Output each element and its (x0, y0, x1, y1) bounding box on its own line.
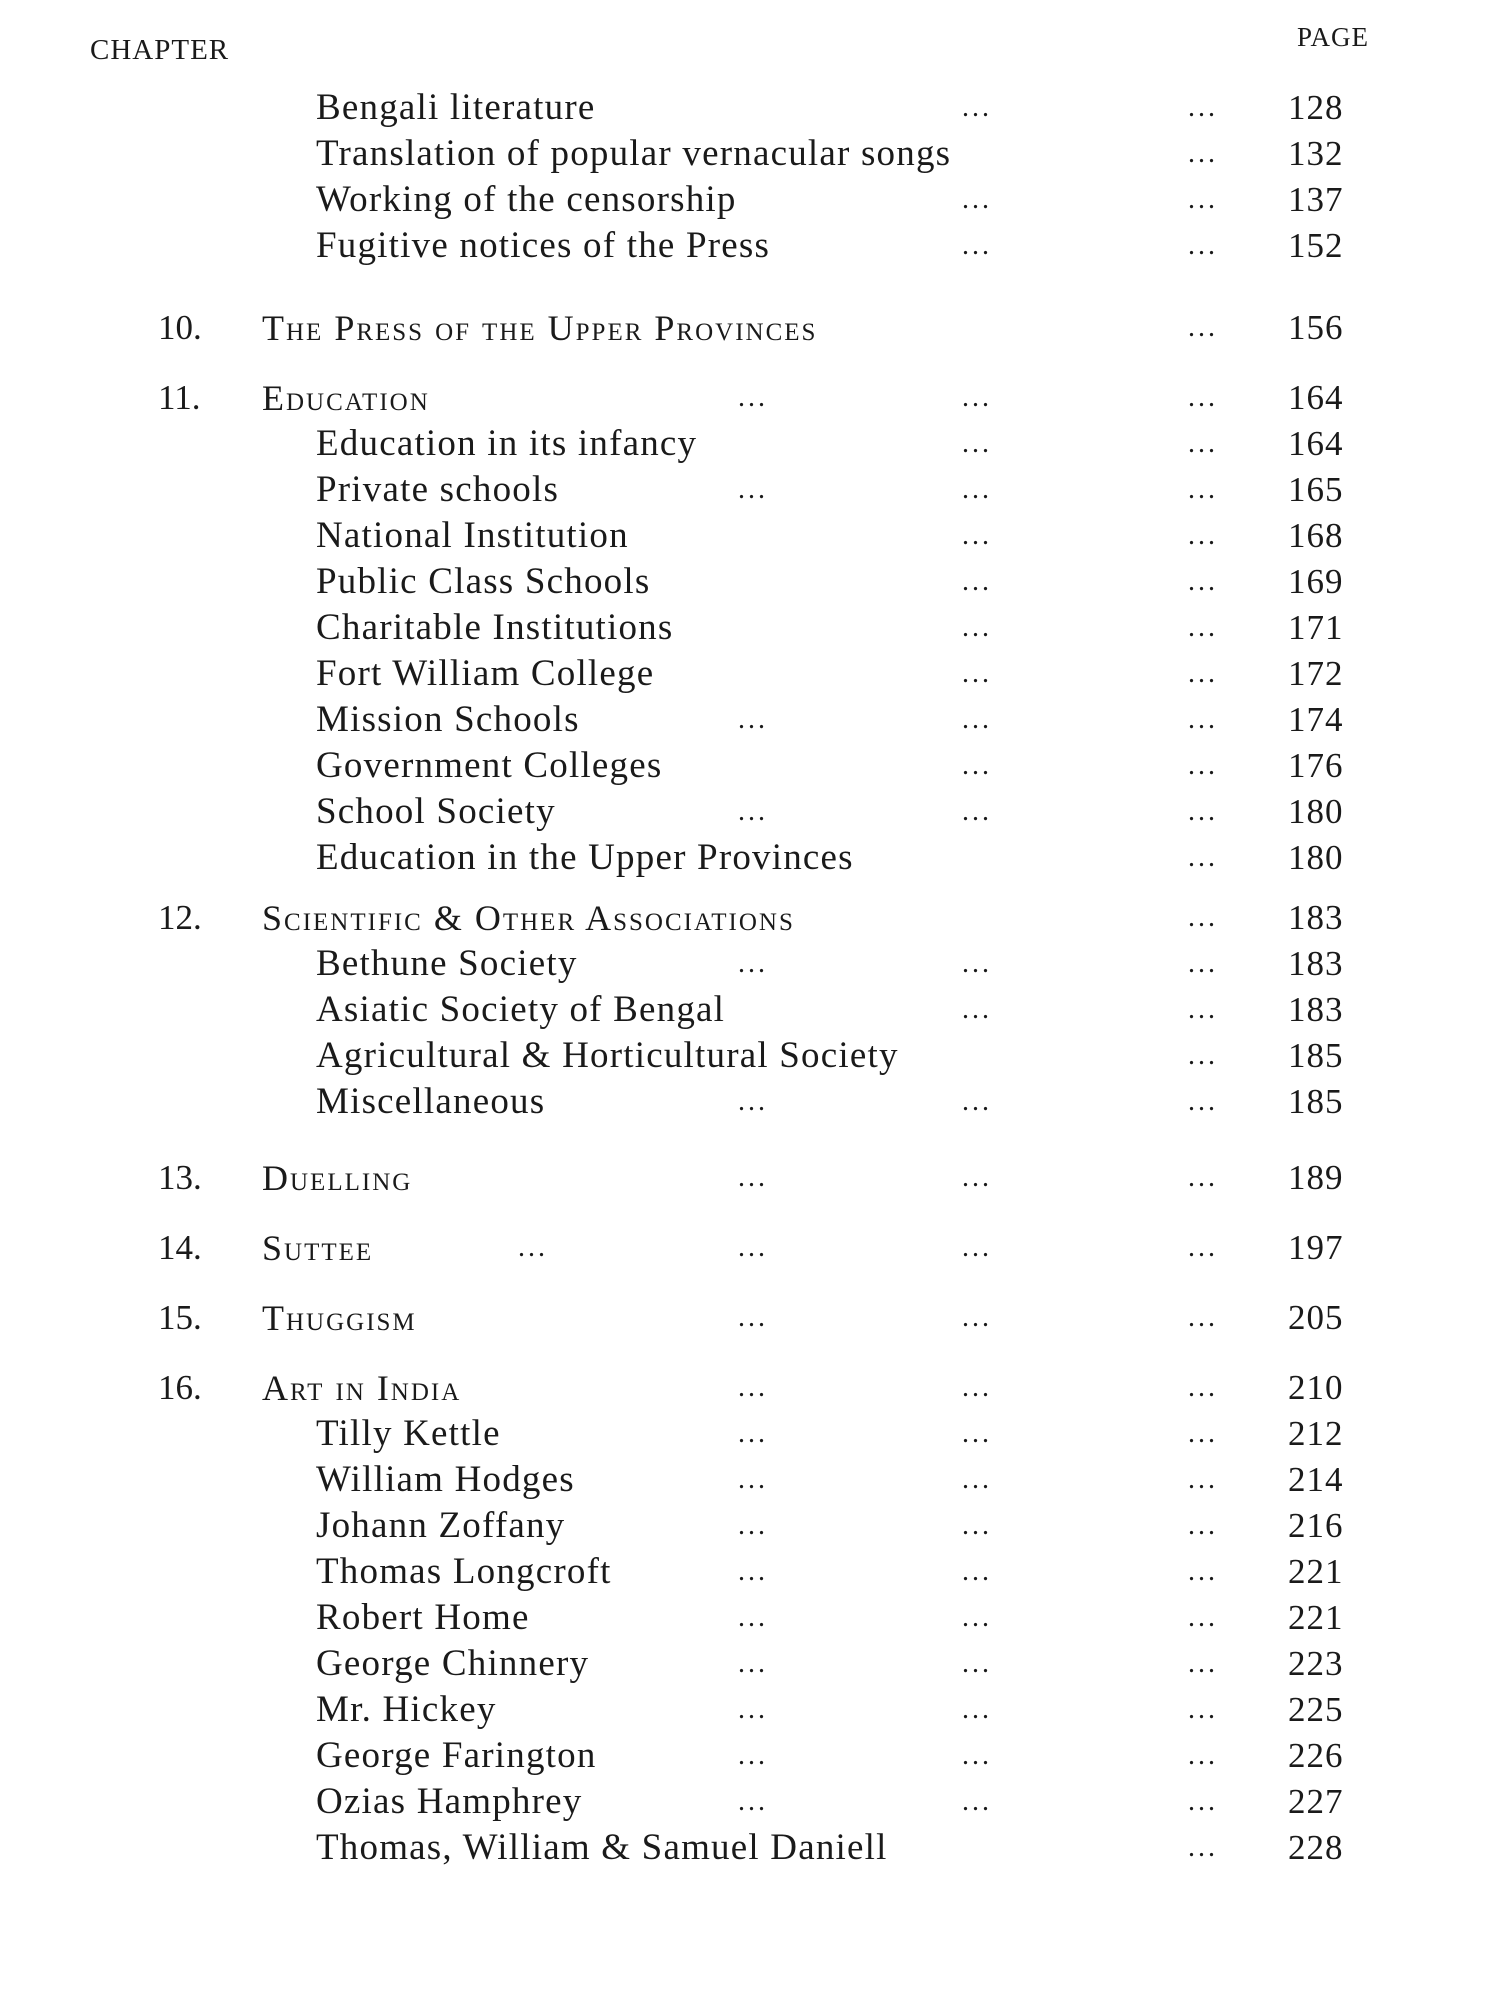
section-title: Agricultural & Horticultural Society (316, 1035, 899, 1076)
page-number: 227 (1288, 1782, 1344, 1821)
page-number: 225 (1288, 1690, 1344, 1729)
leader-dots: ... (738, 1372, 768, 1403)
toc-section-row (0, 130, 1500, 178)
page-number: 197 (1288, 1228, 1344, 1267)
toc-section-row (0, 742, 1500, 790)
chapter-title: The Press of the Upper Provinces (262, 308, 818, 348)
leader-dots: ... (962, 566, 992, 597)
section-title: Tilly Kettle (316, 1413, 501, 1454)
leader-dots: ... (962, 612, 992, 643)
leader-dots: ... (738, 1232, 768, 1263)
page-number: 214 (1288, 1460, 1344, 1499)
toc-section-row (0, 834, 1500, 882)
page-number: 152 (1288, 226, 1344, 265)
chapter-title: Art in India (262, 1368, 462, 1408)
page-number: 164 (1288, 424, 1344, 463)
toc-section-row (0, 1410, 1500, 1458)
page-number: 223 (1288, 1644, 1344, 1683)
chapter-title: Education (262, 378, 430, 418)
leader-dots: ... (1188, 796, 1218, 827)
toc-section-row (0, 788, 1500, 836)
leader-dots: ... (738, 1162, 768, 1193)
chapter-title: Suttee (262, 1228, 374, 1268)
leader-dots: ... (962, 1602, 992, 1633)
leader-dots: ... (1188, 382, 1218, 413)
leader-dots: ... (738, 796, 768, 827)
toc-section-row (0, 696, 1500, 744)
page-number: 228 (1288, 1828, 1344, 1867)
toc-section-row (0, 1732, 1500, 1780)
page-number: 183 (1288, 944, 1344, 983)
leader-dots: ... (1188, 1510, 1218, 1541)
leader-dots: ... (962, 92, 992, 123)
section-title: Johann Zoffany (316, 1505, 566, 1546)
chapter-title: Duelling (262, 1158, 413, 1198)
leader-dots: ... (962, 474, 992, 505)
toc-section-row (0, 1548, 1500, 1596)
section-title: Fugitive notices of the Press (316, 225, 771, 266)
toc-section-row (0, 1502, 1500, 1550)
chapter-title: Thuggism (262, 1298, 417, 1338)
leader-dots: ... (1188, 1162, 1218, 1193)
page-number: 205 (1288, 1298, 1344, 1337)
toc-chapter-row (0, 1294, 1500, 1342)
leader-dots: ... (1188, 750, 1218, 781)
leader-dots: ... (738, 1302, 768, 1333)
page-number: 156 (1288, 308, 1344, 347)
section-title: Fort William College (316, 653, 655, 694)
leader-dots: ... (962, 1232, 992, 1263)
leader-dots: ... (962, 658, 992, 689)
toc-section-row (0, 222, 1500, 270)
leader-dots: ... (738, 948, 768, 979)
section-title: William Hodges (316, 1459, 575, 1500)
leader-dots: ... (1188, 1602, 1218, 1633)
leader-dots: ... (1188, 1040, 1218, 1071)
leader-dots: ... (962, 796, 992, 827)
page-number: 185 (1288, 1082, 1344, 1121)
leader-dots: ... (1188, 1694, 1218, 1725)
page-number: 212 (1288, 1414, 1344, 1453)
page-number: 132 (1288, 134, 1344, 173)
leader-dots: ... (962, 1086, 992, 1117)
page-number: 174 (1288, 700, 1344, 739)
section-title: Bengali literature (316, 87, 596, 128)
page-number: 168 (1288, 516, 1344, 555)
section-title: Education in the Upper Provinces (316, 837, 854, 878)
page-number: 226 (1288, 1736, 1344, 1775)
toc-section-row (0, 1032, 1500, 1080)
leader-dots: ... (962, 230, 992, 261)
chapter-number: 11. (158, 378, 201, 417)
leader-dots: ... (1188, 566, 1218, 597)
toc-section-row (0, 1456, 1500, 1504)
page-number: 189 (1288, 1158, 1344, 1197)
page-number: 216 (1288, 1506, 1344, 1545)
toc-section-row (0, 1824, 1500, 1872)
leader-dots: ... (1188, 1556, 1218, 1587)
page-number: 169 (1288, 562, 1344, 601)
leader-dots: ... (962, 1786, 992, 1817)
toc-section-row (0, 650, 1500, 698)
toc-section-row (0, 176, 1500, 224)
toc-chapter-row (0, 1364, 1500, 1412)
page-number: 183 (1288, 898, 1344, 937)
leader-dots: ... (1188, 92, 1218, 123)
page-number: 171 (1288, 608, 1344, 647)
toc-section-row (0, 1686, 1500, 1734)
leader-dots: ... (738, 1418, 768, 1449)
toc-section-row (0, 84, 1500, 132)
leader-dots: ... (1188, 520, 1218, 551)
leader-dots: ... (1188, 994, 1218, 1025)
leader-dots: ... (962, 520, 992, 551)
leader-dots: ... (738, 1464, 768, 1495)
section-title: George Farington (316, 1735, 597, 1776)
section-title: Robert Home (316, 1597, 530, 1638)
section-title: National Institution (316, 515, 629, 556)
leader-dots: ... (962, 1694, 992, 1725)
leader-dots: ... (962, 184, 992, 215)
section-title: Charitable Institutions (316, 607, 674, 648)
toc-chapter-row (0, 1154, 1500, 1202)
page-number: 176 (1288, 746, 1344, 785)
section-title: Asiatic Society of Bengal (316, 989, 726, 1030)
page-number: 221 (1288, 1598, 1344, 1637)
leader-dots: ... (962, 948, 992, 979)
leader-dots: ... (1188, 1372, 1218, 1403)
toc-chapter-row (0, 374, 1500, 422)
chapter-number: 16. (158, 1368, 202, 1407)
toc-section-row (0, 940, 1500, 988)
section-title: Ozias Hamphrey (316, 1781, 583, 1822)
toc-section-row (0, 1078, 1500, 1126)
leader-dots: ... (1188, 1786, 1218, 1817)
chapter-number: 10. (158, 308, 202, 347)
section-title: Public Class Schools (316, 561, 651, 602)
leader-dots: ... (738, 1086, 768, 1117)
chapter-title: Scientific & Other Associations (262, 898, 795, 938)
page-number: 183 (1288, 990, 1344, 1029)
section-title: School Society (316, 791, 556, 832)
leader-dots: ... (1188, 474, 1218, 505)
leader-dots: ... (962, 994, 992, 1025)
toc-section-row (0, 1594, 1500, 1642)
leader-dots: ... (1188, 312, 1218, 343)
leader-dots: ... (738, 704, 768, 735)
page-number: 137 (1288, 180, 1344, 219)
section-title: George Chinnery (316, 1643, 590, 1684)
leader-dots: ... (962, 1740, 992, 1771)
leader-dots: ... (962, 704, 992, 735)
toc-section-row (0, 466, 1500, 514)
leader-dots: ... (738, 1556, 768, 1587)
leader-dots: ... (1188, 1740, 1218, 1771)
section-title: Working of the censorship (316, 179, 737, 220)
leader-dots: ... (738, 1510, 768, 1541)
section-title: Thomas Longcroft (316, 1551, 612, 1592)
leader-dots: ... (738, 382, 768, 413)
leader-dots: ... (738, 1602, 768, 1633)
chapter-number: 14. (158, 1228, 202, 1267)
toc-section-row (0, 604, 1500, 652)
leader-dots: ... (962, 1162, 992, 1193)
leader-dots: ... (962, 1418, 992, 1449)
leader-dots: ... (962, 1510, 992, 1541)
page-number: 128 (1288, 88, 1344, 127)
toc-section-row (0, 512, 1500, 560)
section-title: Education in its infancy (316, 423, 698, 464)
chapter-number: 15. (158, 1298, 202, 1337)
section-title: Government Colleges (316, 745, 663, 786)
leader-dots: ... (962, 1556, 992, 1587)
toc-section-row (0, 420, 1500, 468)
leader-dots: ... (1188, 428, 1218, 459)
section-title: Mission Schools (316, 699, 580, 740)
leader-dots: ... (962, 1302, 992, 1333)
leader-dots: ... (1188, 1464, 1218, 1495)
leader-dots: ... (1188, 1086, 1218, 1117)
section-title: Translation of popular vernacular songs (316, 133, 952, 174)
toc-section-row (0, 1778, 1500, 1826)
leader-dots: ... (738, 1694, 768, 1725)
leader-dots: ... (1188, 230, 1218, 261)
toc-chapter-row (0, 304, 1500, 352)
leader-dots: ... (962, 1464, 992, 1495)
leader-dots: ... (738, 474, 768, 505)
toc-section-row (0, 1640, 1500, 1688)
leader-dots: ... (1188, 184, 1218, 215)
section-title: Mr. Hickey (316, 1689, 497, 1730)
section-title: Private schools (316, 469, 560, 510)
chapter-number: 12. (158, 898, 202, 937)
page-number: 180 (1288, 838, 1344, 877)
leader-dots: ... (1188, 1648, 1218, 1679)
chapter-number: 13. (158, 1158, 202, 1197)
leader-dots: ... (1188, 138, 1218, 169)
page-number: 165 (1288, 470, 1344, 509)
leader-dots: ... (738, 1648, 768, 1679)
leader-dots: ... (1188, 1832, 1218, 1863)
leader-dots: ... (738, 1786, 768, 1817)
leader-dots: ... (1188, 1418, 1218, 1449)
toc-chapter-row (0, 894, 1500, 942)
page-number: 164 (1288, 378, 1344, 417)
page-column-header: PAGE (1297, 22, 1370, 52)
leader-dots: ... (1188, 1302, 1218, 1333)
leader-dots: ... (962, 1648, 992, 1679)
page-number: 185 (1288, 1036, 1344, 1075)
leader-dots: ... (962, 750, 992, 781)
leader-dots: ... (1188, 948, 1218, 979)
leader-dots: ... (518, 1232, 548, 1263)
leader-dots: ... (1188, 1232, 1218, 1263)
page-number: 172 (1288, 654, 1344, 693)
section-title: Bethune Society (316, 943, 578, 984)
toc-chapter-row (0, 1224, 1500, 1272)
leader-dots: ... (738, 1740, 768, 1771)
leader-dots: ... (962, 382, 992, 413)
leader-dots: ... (1188, 902, 1218, 933)
toc-section-row (0, 558, 1500, 606)
chapter-column-header: CHAPTER (90, 34, 230, 66)
leader-dots: ... (1188, 842, 1218, 873)
page-number: 221 (1288, 1552, 1344, 1591)
leader-dots: ... (1188, 658, 1218, 689)
leader-dots: ... (962, 1372, 992, 1403)
leader-dots: ... (1188, 704, 1218, 735)
page-number: 210 (1288, 1368, 1344, 1407)
section-title: Thomas, William & Samuel Daniell (316, 1827, 888, 1868)
page-number: 180 (1288, 792, 1344, 831)
leader-dots: ... (962, 428, 992, 459)
section-title: Miscellaneous (316, 1081, 546, 1122)
leader-dots: ... (1188, 612, 1218, 643)
toc-section-row (0, 986, 1500, 1034)
